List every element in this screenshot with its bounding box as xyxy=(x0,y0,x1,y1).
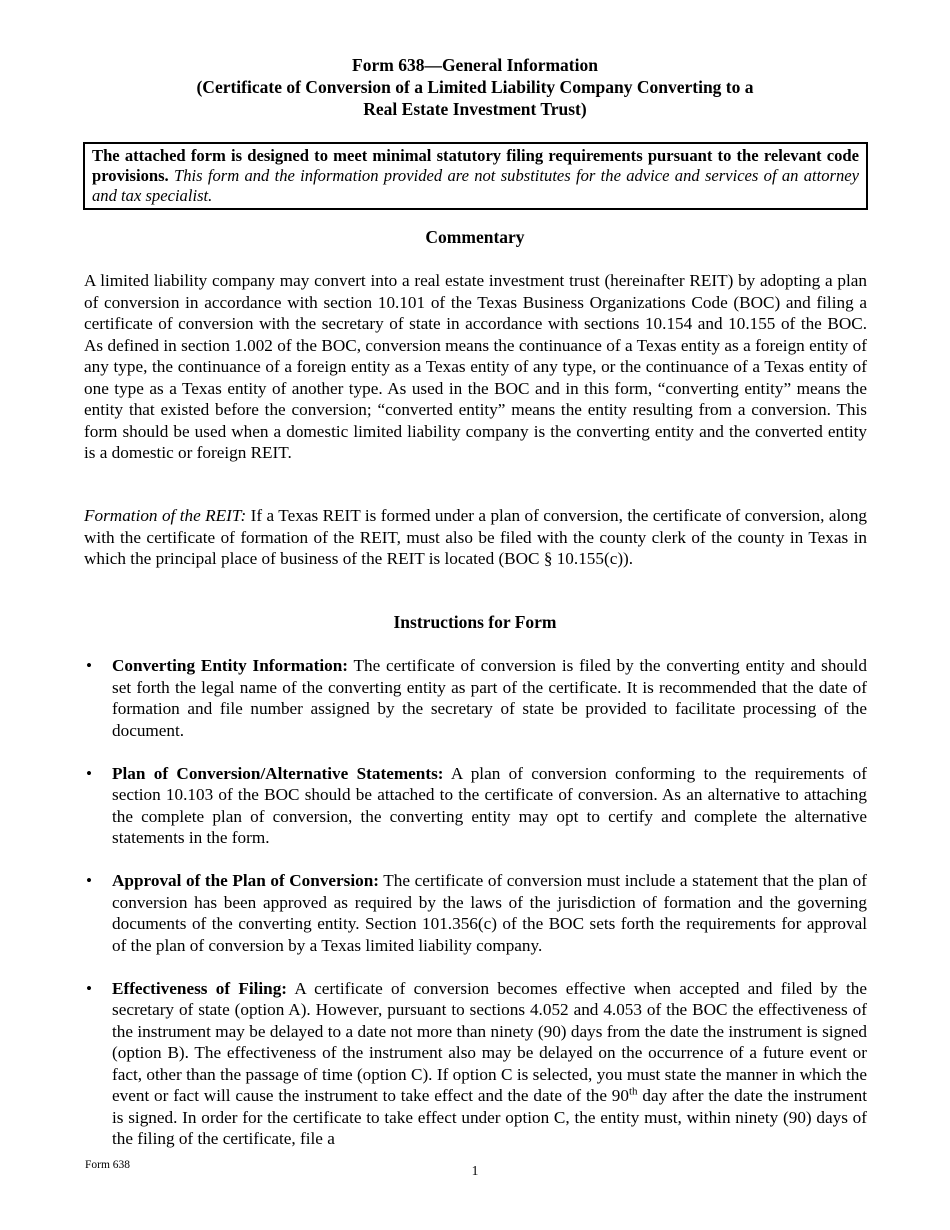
ordinal-superscript: th xyxy=(628,1085,638,1098)
title-line-3: Real Estate Investment Trust) xyxy=(363,99,587,119)
item-label: Plan of Conversion/Alternative Statements: xyxy=(112,763,444,783)
bullet-icon: • xyxy=(85,763,93,783)
commentary-heading: Commentary xyxy=(425,227,525,247)
item-label: Effectiveness of Filing: xyxy=(112,978,288,998)
item-label: Converting Entity Information: xyxy=(112,656,349,675)
commentary-paragraph-1: A limited liability company may convert into a real estate investment trust (hereinafter REIT) by adopting a plan of conversion in accordance with section 10.101 of the Texas Business Organizations Code (BOC) and filing a certificate of conversion with the secretary of state in accordance with sections 10.154 and 10.155 of the BOC. As defined in section 1.002 of the BOC, conversion means the continuance of a Texas entity as a foreign entity of any type, the continuance of a foreign entity as a Texas entity of any type, or the continuance of a Texas entity of one type as a Texas entity of another type. As used in the BOC and in this form, “converting entity” means the entity that existed before the conversion; “converted entity” means the entity resulting from a conversion. This form should be used when a domestic limited liability company is the converting entity and the converted entity is a domestic or foreign REIT. xyxy=(84,271,867,462)
bullet-icon: • xyxy=(85,871,93,890)
formation-label: Formation of the REIT: xyxy=(84,506,247,525)
page-number: 1 xyxy=(471,1163,479,1178)
list-item xyxy=(84,870,867,956)
list-item xyxy=(84,978,867,1150)
formation-text: If a Texas REIT is formed under a plan of conversion, the certificate of conversion, along with the certificate of formation of the REIT, must also be filed with the county clerk of the county in Texas in which the principal place of business of the REIT is located (BOC § 10.155(c)). xyxy=(84,506,868,568)
title-line-1: Form 638—General Information xyxy=(352,55,598,75)
disclaimer-italic-text: This form and the information provided are not substitutes for the advice and services of an attorney and tax specialist. xyxy=(92,165,859,205)
item-text-part-2: day after the date the instrument is signed. In order for the certificate to take effect under option C, the entity must, within ninety (90) days of the filing of the certificate, file a xyxy=(112,1086,867,1148)
footer-form-label: Form 638 xyxy=(85,1159,131,1171)
item-text: The certificate of conversion must include a statement that the plan of conversion has been approved as required by the laws of the jurisdiction of formation and the governing documents of the converting entity. Section 101.356(c) of the BOC sets forth the requirements for approval of the plan of conversion by a Texas limited liability company. xyxy=(112,871,867,955)
bullet-icon: • xyxy=(85,978,93,998)
item-text: A plan of conversion conforming to the requirements of section 10.103 of the BOC should be attached to the certificate of conversion. As an alternative to attaching the complete plan of conversion, the converting entity may opt to certify and complete the alternative statements in the form. xyxy=(112,763,868,847)
title-line-2: (Certificate of Conversion of a Limited Liability Company Converting to a xyxy=(196,77,754,97)
list-item xyxy=(84,763,867,849)
page-title xyxy=(0,54,950,120)
disclaimer-bold-text: The attached form is designed to meet minimal statutory filing requirements pursuant to the relevant code provisions. xyxy=(92,146,859,185)
bullet-icon: • xyxy=(85,656,93,675)
list-item xyxy=(84,655,867,741)
item-label: Approval of the Plan of Conversion: xyxy=(112,871,380,890)
item-text-part-1: A certificate of conversion becomes effective when accepted and filed by the secretary of state (option A). However, pursuant to sections 4.052 and 4.053 of the BOC the effectiveness of the instrument may be delayed to a date not more than ninety (90) days from the date the instrument is signed (option B). The effectiveness of the instrument also may be delayed on the occurrence of a future event or fact, other than the passage of time (option C). If option C is selected, you must state the manner in which the event or fact will cause the instrument to take effect and the date of the 90 xyxy=(112,978,867,1105)
commentary-paragraph-2 xyxy=(84,505,867,570)
instructions-list xyxy=(84,655,867,1171)
item-text: The certificate of conversion is filed by the converting entity and should set forth the legal name of the converting entity as part of the certificate. It is recommended that the date of formation and file number assigned by the secretary of state be provided to facilitate processing of the document. xyxy=(112,656,868,740)
disclaimer-box xyxy=(83,142,868,210)
instructions-heading: Instructions for Form xyxy=(393,612,557,632)
